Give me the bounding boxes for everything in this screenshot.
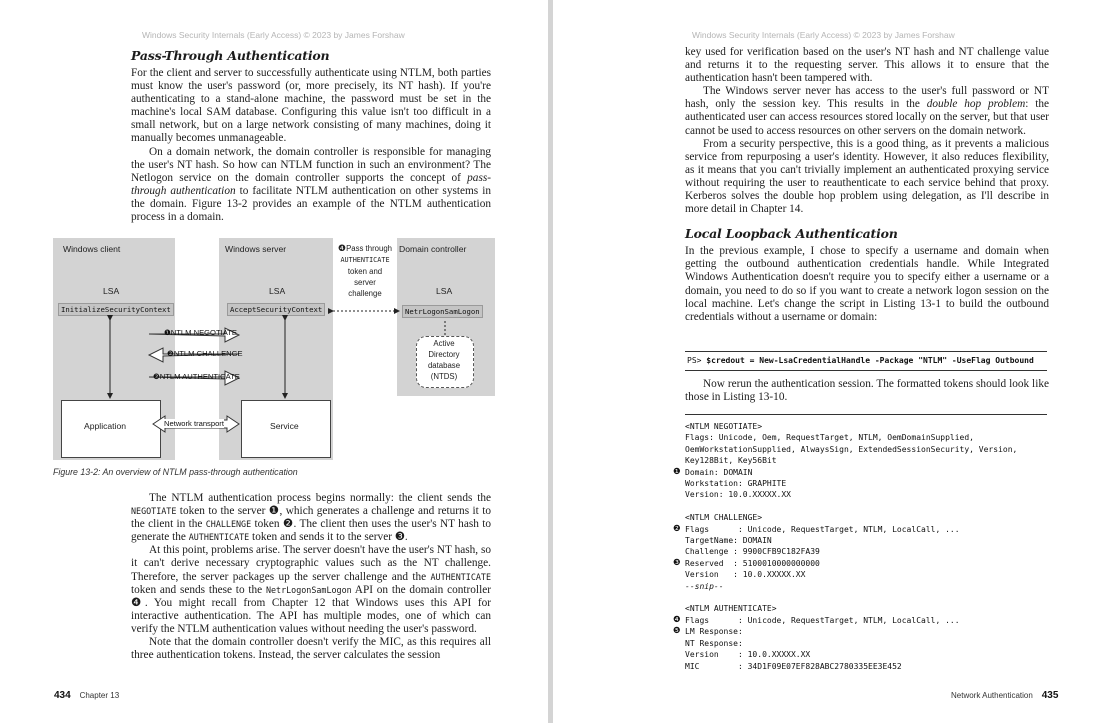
listing-text: TargetName: DOMAIN [685,536,772,546]
listing-text: Version: 10.0.XXXXX.XX [685,490,791,500]
listing-line [685,649,1047,660]
paragraph: At this point, problems arise. The server doesn't have the user's NT hash, so it can't derive necessary cryptographic values such as the NT challenge. Therefore, the server packages up the server challenge and the AUTHENTICATE token and sends these to the NetrLogonSamLogon API on the domain controller ❹. You might recall from Chapter 12 that Windows uses this API for interactive authentication. The API has multiple modes, one of which can verify the NTLM authentication values without needing the user's password. [131,544,491,635]
paragraph: The NTLM authentication process begins normally: the client sends the NEGOTIATE token to the server ❶, which generates a challenge and returns it to the client in the CHALLENGE token ❷. The client then uses the user's NT hash to generate the AUTHENTICATE token and sends it to the server ❸. [131,492,491,544]
listing-line [685,432,1047,443]
page-folio [951,690,1058,701]
callout-marker: ❶ [673,466,681,477]
accept-security-context: AcceptSecurityContext [227,303,325,316]
paragraph: Note that the domain controller doesn't verify the MIC, as this requires all three authentication tokens. Instead, the server calculates the session [131,636,491,662]
listing-line [685,501,1047,512]
listing-text: Challenge : 9900CFB9C182FA39 [685,547,820,557]
listing-line [685,581,1047,592]
right-text-middle [685,378,1049,404]
listing-line [685,535,1047,546]
pass-through-note: ❹Pass through AUTHENTICATE token and server challenge [337,244,393,298]
page-number: 434 [54,690,71,701]
listing-line [685,592,1047,603]
client-lsa-label: LSA [103,286,120,296]
listing-line [673,466,1047,478]
listing-text: <NTLM NEGOTIATE> [685,422,763,431]
left-text-bottom [131,492,491,662]
listing-text: Flags : Unicode, RequestTarget, NTLM, LocalCall, ... [685,615,960,625]
negotiate-arrow-label: ❶NTLM NEGOTIATE [164,328,237,337]
chapter-label: Network Authentication [951,691,1033,700]
listing-text: Version : 10.0.XXXXX.XX [685,570,806,580]
listing-text: MIC : 34D1F09E07EF828ABC2780335EE3E452 [685,661,902,671]
callout-marker: ❸ [673,557,681,568]
command-line: PS> $credout = New-LsaCredentialHandle -Package "NTLM" -UseFlag Outbound [687,356,1034,365]
paragraph: key used for verification based on the user's NT hash and NT challenge value and returns it to the requesting server. This allows it to ensure that the authentication hasn't been tampered with. [685,46,1049,85]
page-number: 435 [1041,690,1059,701]
listing-line [685,661,1047,672]
listing-text: Flags: Unicode, Oem, RequestTarget, NTLM, OemDomainSupplied, [685,433,974,443]
left-text-top [131,48,491,224]
listing-line [673,557,1047,569]
figure-caption: Figure 13-2: An overview of NTLM pass-through authentication [53,467,298,477]
netr-logon-sam-logon: NetrLogonSamLogon [402,305,483,318]
listing-text: Domain: DOMAIN [685,467,753,477]
listing-line [685,512,1047,523]
listing-text: Flags : Unicode, RequestTarget, NTLM, LocalCall, ... [685,524,960,534]
authenticate-arrow-label: ❸NTLM AUTHENTICATE [153,372,240,381]
server-lsa-label: LSA [269,286,286,296]
paragraph: On a domain network, the domain controller is responsible for managing the user's NT hash. So how can NTLM function in such an environment? The Netlogon service on the domain controller supports the concept of pass-through authentication to facilitate NTLM authentication on other systems in the domain. Figure 13-2 provides an example of the NTLM authentication process in a domain. [131,145,491,224]
output-listing [673,414,1047,675]
challenge-arrow-label: ❷NTLM CHALLENGE [167,349,243,358]
callout-marker: ❷ [673,523,681,534]
listing-line [673,614,1047,626]
listing-text: Reserved : 5100010000000000 [685,558,820,568]
listing-line [685,444,1047,455]
listing-text: <NTLM AUTHENTICATE> [685,604,777,614]
callout-marker: ❹ [673,614,681,625]
figure-ntlm-pass-through [53,238,495,460]
client-title: Windows client [63,244,121,254]
listing-text: <NTLM CHALLENGE> [685,513,763,523]
listing-line [685,421,1047,432]
network-transport-label: Network transport [164,419,224,428]
listing-line [685,603,1047,614]
figure-connectors [53,238,495,460]
command-listing [685,351,1047,371]
initialize-security-context: InitializeSecurityContext [58,303,174,316]
listing-text: LM Response: [685,627,743,637]
left-page [0,0,548,723]
service-label: Service [270,421,299,431]
listing-lines [673,415,1047,672]
listing-line [685,638,1047,649]
listing-line [685,546,1047,557]
section-title: Pass-Through Authentication [131,48,330,63]
application-label: Application [84,421,127,431]
paragraph: For the client and server to successfully authenticate using NTLM, both parties must know the user's password (or, more precisely, its NT hash). If you're authenticating to a stand-alone machine, the password must be set in the machine's local SAM database. Configuring this value isn't too difficult in a small network, but on a large network consisting of many machines, doing it manually becomes unmanageable. [131,67,491,145]
listing-text: Workstation: GRAPHITE [685,479,787,489]
listing-text: NT Response: [685,638,743,648]
paragraph: From a security perspective, this is a good thing, as it prevents a malicious service from repurposing a user's identity. However, it also reduces flexibility, as it means that you can't trivially implement an authenticated proxying service without requiring the user to reauthenticate to each service behind that proxy. Kerberos solves the double hop problem using delegation, as I'll describe in more detail in Chapter 14. [685,137,1049,216]
listing-line [685,478,1047,489]
listing-line [685,489,1047,500]
ad-database-label: Active Directory database (NTDS) [427,339,461,381]
section-title: Local Loopback Authentication [685,226,898,242]
running-head: Windows Security Internals (Early Access) © 2023 by James Forshaw [692,30,955,40]
paragraph: Now rerun the authentication session. The formatted tokens should look like those in Listing 13-10. [685,378,1049,404]
listing-text: --snip-- [685,581,724,591]
right-text-top [685,46,1049,324]
callout-marker: ❺ [673,626,681,637]
listing-line [673,523,1047,535]
listing-text: Key128Bit, Key56Bit [685,456,777,466]
paragraph: In the previous example, I chose to specify a username and domain when getting the outbound authentication credentials handle. While Integrated Windows Authentication doesn't require you to specify either a username or a domain, you need to do so if you want to create a network logon session on the local machine. Let's change the script in Listing 13-1 to build the outbound credentials without a username or domain: [685,245,1049,323]
paragraph: The Windows server never has access to the user's full password or NT hash, only the session key. This results in the double hop problem: the authenticated user can access resources stored locally on the server, but that user cannot be used to access resources on other servers on the domain network. [685,85,1049,137]
chapter-label: Chapter 13 [79,691,120,700]
listing-text: Version : 10.0.XXXXX.XX [685,650,811,660]
dc-lsa-label: LSA [436,286,453,296]
listing-line [685,569,1047,580]
page-folio [54,690,119,701]
listing-line [673,626,1047,637]
listing-text: OemWorkstationSupplied, AlwaysSign, ExtendedSessionSecurity, Version, [685,444,1018,454]
dc-title: Domain controller [399,244,467,254]
running-head: Windows Security Internals (Early Access) © 2023 by James Forshaw [142,30,405,40]
server-title: Windows server [225,244,287,254]
listing-line [685,455,1047,466]
